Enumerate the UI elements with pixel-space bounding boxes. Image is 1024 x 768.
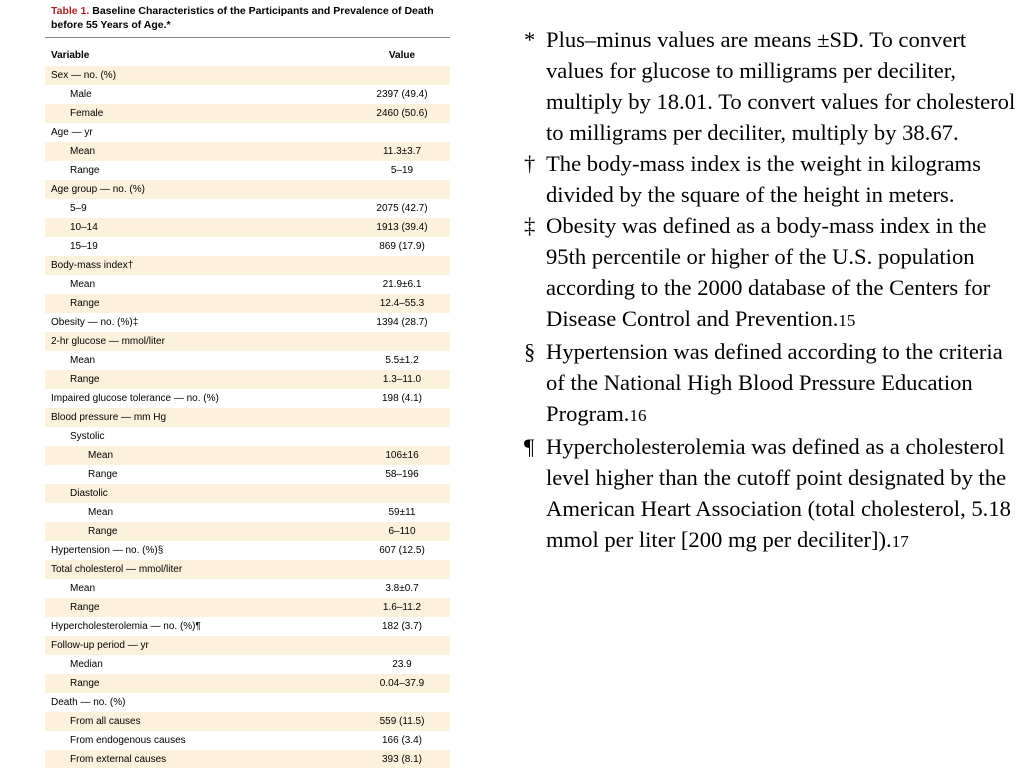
variable-cell: From endogenous causes xyxy=(70,735,186,746)
variable-cell: Mean xyxy=(88,450,114,461)
value-cell: 12.4–55.3 xyxy=(379,298,425,309)
value-cell: 166 (3.4) xyxy=(381,735,423,746)
variable-cell: Range xyxy=(88,526,118,537)
variable-cell: Hypertension — no. (%)§ xyxy=(51,545,164,556)
table-row xyxy=(45,503,450,522)
footnote-text: Hypertension was defined according to the criteria of the National High Blood Pressure Education Program. xyxy=(546,339,1003,426)
table-row xyxy=(45,313,450,332)
value-cell: 2460 (50.6) xyxy=(376,108,428,119)
footnote-text: The body-mass index is the weight in kilograms divided by the square of the height in meters. xyxy=(546,151,981,207)
footnote xyxy=(524,210,1019,336)
footnote-mark: § xyxy=(524,339,536,364)
variable-cell: 2-hr glucose — mmol/liter xyxy=(51,336,165,347)
variable-cell: Sex — no. (%) xyxy=(51,70,117,81)
table-row xyxy=(45,579,450,598)
footnote-mark: ¶ xyxy=(524,434,535,459)
value-cell: 106±16 xyxy=(385,450,419,461)
table-row xyxy=(45,427,450,446)
variable-cell: Mean xyxy=(70,583,96,594)
variable-cell: Mean xyxy=(70,355,96,366)
value-cell: 559 (11.5) xyxy=(379,716,425,727)
table-row xyxy=(45,541,450,560)
table-row xyxy=(45,85,450,104)
footnote-text: Plus–minus values are means ±SD. To convert values for glucose to milligrams per deciliter, multiply by 18.01. To convert values for cholesterol to milligrams per deciliter, multiply by 38.67. xyxy=(546,27,1016,145)
variable-cell: Body-mass index† xyxy=(51,260,134,271)
variable-cell: Range xyxy=(70,165,100,176)
value-cell: 21.9±6.1 xyxy=(382,279,422,290)
table-row xyxy=(45,617,450,636)
value-cell: 1913 (39.4) xyxy=(376,222,428,233)
table-row xyxy=(45,66,450,85)
table-row xyxy=(45,104,450,123)
variable-cell: Obesity — no. (%)‡ xyxy=(51,317,139,328)
variable-cell: Female xyxy=(70,108,104,119)
table-row xyxy=(45,522,450,541)
variable-cell: Range xyxy=(88,469,118,480)
variable-cell: Range xyxy=(70,298,100,309)
variable-cell: Impaired glucose tolerance — no. (%) xyxy=(51,393,219,404)
variable-cell: Mean xyxy=(70,146,96,157)
table-body xyxy=(45,66,450,768)
footnote xyxy=(524,148,1019,210)
table-row xyxy=(45,256,450,275)
value-cell: 58–196 xyxy=(385,469,419,480)
value-cell: 3.8±0.7 xyxy=(385,583,419,594)
value-cell: 59±11 xyxy=(388,507,416,518)
variable-cell: Mean xyxy=(88,507,114,518)
table-row xyxy=(45,218,450,237)
table-row xyxy=(45,389,450,408)
value-cell: 198 (4.1) xyxy=(381,393,423,404)
table-row xyxy=(45,693,450,712)
table-row xyxy=(45,370,450,389)
table-row xyxy=(45,598,450,617)
table-title xyxy=(45,0,450,38)
variable-column-header: Variable xyxy=(51,50,90,61)
table-row xyxy=(45,655,450,674)
table-row xyxy=(45,750,450,768)
variable-cell: 5–9 xyxy=(70,203,87,214)
value-cell: 11.3±3.7 xyxy=(382,146,422,157)
variable-cell: Range xyxy=(70,602,100,613)
variable-cell: Median xyxy=(70,659,103,670)
table-row xyxy=(45,275,450,294)
value-cell: 869 (17.9) xyxy=(379,241,425,252)
table-row xyxy=(45,484,450,503)
footnote xyxy=(524,336,1019,431)
value-cell: 6–110 xyxy=(388,526,416,537)
footnote-reference: 17 xyxy=(891,532,909,551)
table-row xyxy=(45,712,450,731)
value-column-header: Value xyxy=(388,50,416,61)
value-cell: 2075 (42.7) xyxy=(376,203,428,214)
variable-cell: Total cholesterol — mmol/liter xyxy=(51,564,183,575)
table-row xyxy=(45,636,450,655)
value-cell: 0.04–37.9 xyxy=(379,678,425,689)
variable-cell: Systolic xyxy=(70,431,105,442)
value-cell: 2397 (49.4) xyxy=(376,89,428,100)
table-row xyxy=(45,332,450,351)
value-cell: 1394 (28.7) xyxy=(376,317,428,328)
table-title-text: Baseline Characteristics of the Participants and Prevalence of Death before 55 Years of Age.* xyxy=(51,5,434,31)
value-cell: 23.9 xyxy=(392,659,412,670)
table-row xyxy=(45,142,450,161)
value-cell: 607 (12.5) xyxy=(379,545,425,556)
table-header-row xyxy=(45,38,450,66)
table-row xyxy=(45,237,450,256)
variable-cell: Follow-up period — yr xyxy=(51,640,149,651)
variable-cell: Range xyxy=(70,678,100,689)
value-cell: 5–19 xyxy=(390,165,414,176)
table-row xyxy=(45,199,450,218)
footnote-reference: 15 xyxy=(838,311,856,330)
table-row xyxy=(45,161,450,180)
variable-cell: Blood pressure — mm Hg xyxy=(51,412,167,423)
table-row xyxy=(45,446,450,465)
variable-cell: Age group — no. (%) xyxy=(51,184,145,195)
table-row xyxy=(45,560,450,579)
variable-cell: Death — no. (%) xyxy=(51,697,126,708)
table-row xyxy=(45,465,450,484)
variable-cell: From external causes xyxy=(70,754,167,765)
footnote-text: Obesity was defined as a body-mass index in the 95th percentile or higher of the U.S. population according to the 2000 database of the Centers for Disease Control and Prevention. xyxy=(546,213,991,331)
table-row xyxy=(45,408,450,427)
footnote-reference: 16 xyxy=(629,406,647,425)
footnote-mark: ‡ xyxy=(524,213,536,238)
variable-cell: 15–19 xyxy=(70,241,98,252)
table-row xyxy=(45,351,450,370)
value-cell: 5.5±1.2 xyxy=(385,355,419,366)
value-cell: 393 (8.1) xyxy=(381,754,423,765)
footnote xyxy=(524,24,1019,148)
variable-cell: From all causes xyxy=(70,716,141,727)
variable-cell: Hypercholesterolemia — no. (%)¶ xyxy=(51,621,201,632)
value-cell: 182 (3.7) xyxy=(381,621,423,632)
table-row xyxy=(45,731,450,750)
table-row xyxy=(45,294,450,313)
variable-cell: Mean xyxy=(70,279,96,290)
footnote-mark: † xyxy=(524,151,536,176)
variable-cell: Male xyxy=(70,89,92,100)
footnote-mark: * xyxy=(524,27,536,52)
table-number-label: Table 1. xyxy=(51,5,90,17)
variable-cell: 10–14 xyxy=(70,222,98,233)
footnotes xyxy=(524,24,1019,557)
variable-cell: Diastolic xyxy=(70,488,108,499)
baseline-characteristics-table xyxy=(45,0,450,768)
variable-cell: Age — yr xyxy=(51,127,93,138)
variable-cell: Range xyxy=(70,374,100,385)
table-row xyxy=(45,674,450,693)
footnote-text: Hypercholesterolemia was defined as a cholesterol level higher than the cutoff point designated by the American Heart Association (total cholesterol, 5.18 mmol per liter [200 mg per deciliter]). xyxy=(546,434,1011,552)
table-row xyxy=(45,180,450,199)
value-cell: 1.6–11.2 xyxy=(382,602,422,613)
footnote xyxy=(524,431,1019,557)
table-row xyxy=(45,123,450,142)
value-cell: 1.3–11.0 xyxy=(382,374,422,385)
